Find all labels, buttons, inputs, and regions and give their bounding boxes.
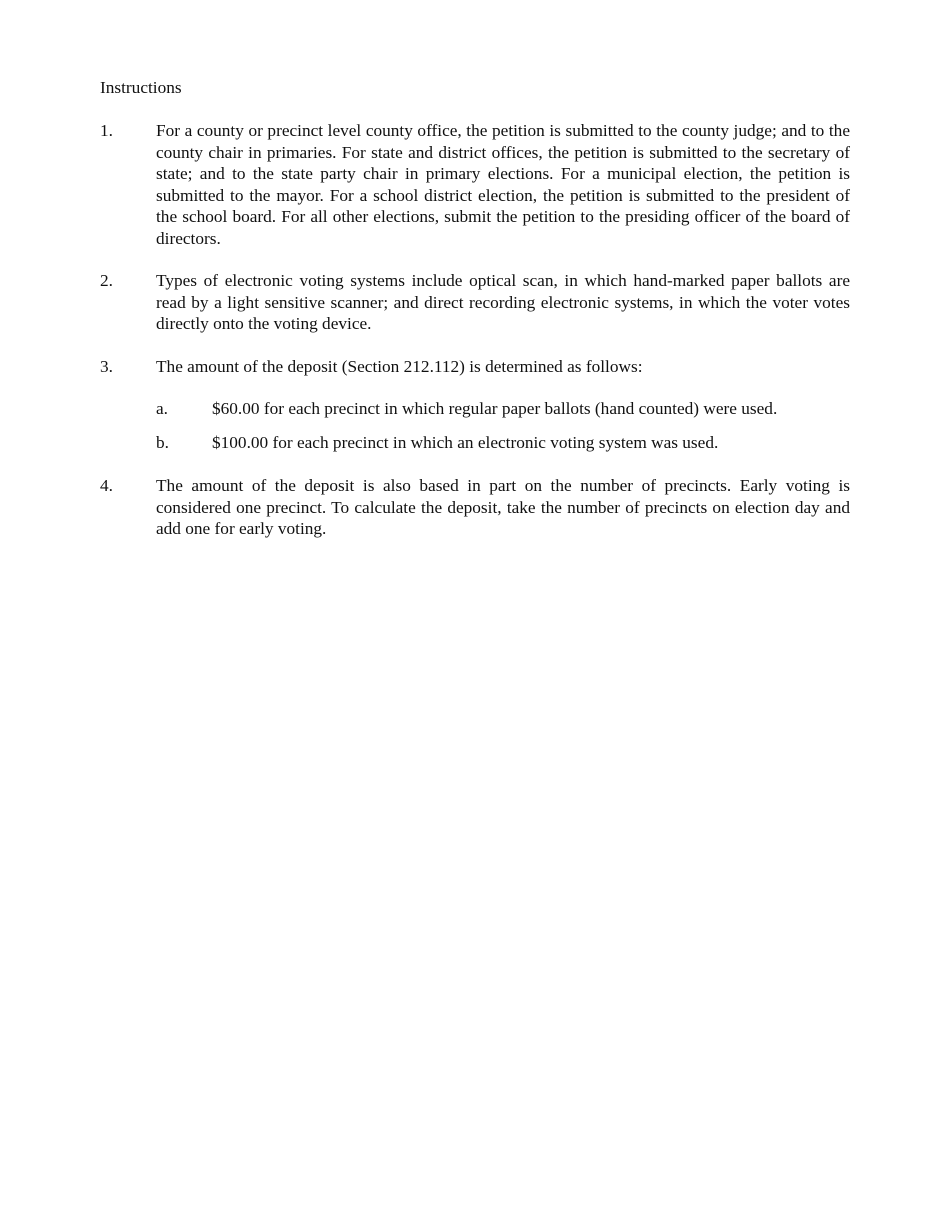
subitem-letter: a. xyxy=(156,399,168,418)
instruction-item-1 xyxy=(100,120,850,249)
item-number: 2. xyxy=(100,271,113,290)
item-number: 4. xyxy=(100,476,113,495)
subitem-text: $60.00 for each precinct in which regular paper ballots (hand counted) were used. xyxy=(212,399,778,418)
instruction-subitem-a xyxy=(156,398,850,420)
instruction-subitem-b xyxy=(156,432,850,454)
instruction-item-2 xyxy=(100,270,850,335)
instruction-item-4 xyxy=(100,475,850,540)
item-text: The amount of the deposit (Section 212.112) is determined as follows: xyxy=(156,357,643,376)
document-heading: Instructions xyxy=(100,78,182,97)
instruction-item-3 xyxy=(100,356,850,378)
subitem-text: $100.00 for each precinct in which an electronic voting system was used. xyxy=(212,433,719,452)
item-number: 3. xyxy=(100,357,113,376)
item-number: 1. xyxy=(100,121,113,140)
item-text: The amount of the deposit is also based in part on the number of precincts. Early voting is considered one precinct. To calculate the deposit, take the number of precincts on election day and add one for early voting. xyxy=(156,476,850,538)
item-text: Types of electronic voting systems include optical scan, in which hand-marked paper ballots are read by a light sensitive scanner; and direct recording electronic systems, in which the voter votes directly onto the voting device. xyxy=(156,271,850,333)
subitem-letter: b. xyxy=(156,433,169,452)
item-text: For a county or precinct level county office, the petition is submitted to the county judge; and to the county chair in primaries. For state and district offices, the petition is submitted to the secretary of state; and to the state party chair in primary elections. For a municipal election, the petition is submitted to the mayor. For a school district election, the petition is submitted to the president of the school board. For all other elections, submit the petition to the presiding officer of the board of directors. xyxy=(156,121,850,248)
